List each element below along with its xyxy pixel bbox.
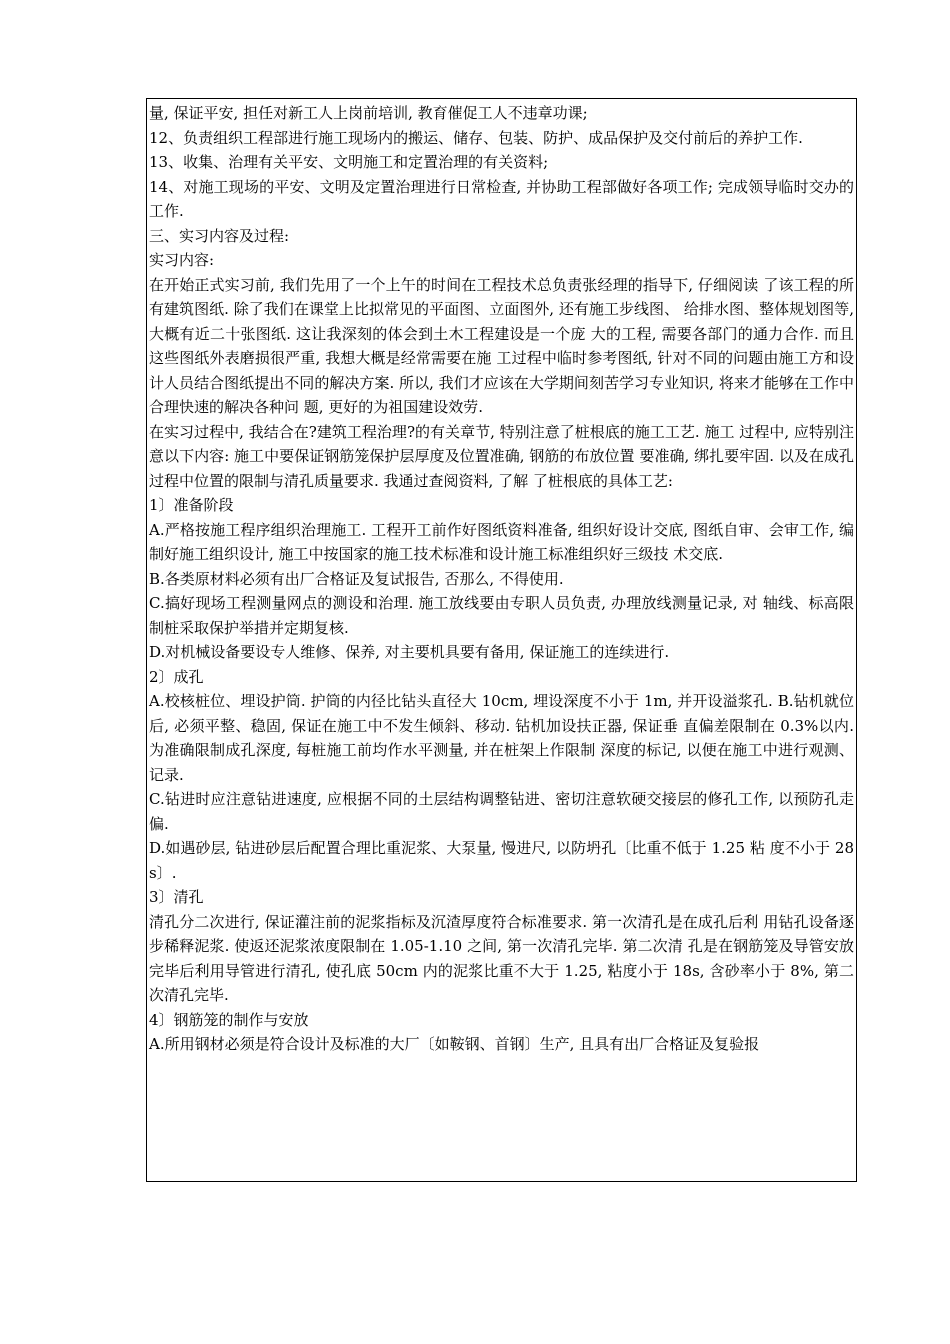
document-frame <box>146 98 857 1182</box>
paragraph: 14、对施工现场的平安、文明及定置治理进行日常检查, 并协助工程部做好各项工作; 完成领导临时交办的工作. <box>149 177 854 220</box>
step-heading: 4〕钢筋笼的制作与安放 <box>149 1010 309 1029</box>
document-body <box>149 101 854 1057</box>
paragraph: A.严格按施工程序组织治理施工. 工程开工前作好图纸资料准备, 组织好设计交底, 图纸自审、会审工作, 编制好施工组织设计, 施工中按国家的施工技术标准和设计施工标准组织好三级技 术交底. <box>149 520 854 563</box>
paragraph: D.对机械设备要设专人维修、保养, 对主要机具要有备用, 保证施工的连续进行. <box>149 643 670 661</box>
paragraph: 量, 保证平安, 担任对新工人上岗前培训, 教育催促工人不违章功课; <box>149 104 588 122</box>
section-heading: 三、实习内容及过程: <box>149 226 290 245</box>
paragraph: 清孔分二次进行, 保证灌注前的泥浆指标及沉渣厚度符合标准要求. 第一次清孔是在成孔后利 用钻孔设备逐步稀释泥浆. 使返还泥浆浓度限制在 1.05-1.10 之间, 第一次清孔完毕. 第二次清 孔是在钢筋笼及导管安放完毕后利用导管进行清孔, 使孔底 50cm 内的泥浆比重不大于 1.25, 粘度小于 18s, 含砂率小于 8%, 第二次清孔完毕. <box>149 912 854 1004</box>
paragraph: 在实习过程中, 我结合在?建筑工程治理?的有关章节, 特别注意了桩根底的施工工艺. 施工 过程中, 应特别注意以下内容: 施工中要保证钢筋笼保护层厚度及位置准确, 钢筋的布放位置 要准确, 绑扎要牢固. 以及在成孔过程中位置的限制与清孔质量要求. 我通过查阅资料, 了解 了桩根底的具体工艺: <box>149 422 854 490</box>
step-heading: 3〕清孔 <box>149 888 204 906</box>
step-heading: 2〕成孔 <box>149 667 204 686</box>
paragraph: 13、收集、治理有关平安、文明施工和定置治理的有关资料; <box>149 153 549 171</box>
paragraph: 12、负责组织工程部进行施工现场内的搬运、储存、包装、防护、成品保护及交付前后的养护工作. <box>149 128 803 147</box>
paragraph: 在开始正式实习前, 我们先用了一个上午的时间在工程技术总负责张经理的指导下, 仔细阅读 了该工程的所有建筑图纸. 除了我们在课堂上比拟常见的平面图、立面图外, 还有施工步线图、 给排水图、整体规划图等, 大概有近二十张图纸. 这让我深刻的体会到土木工程建设是一个庞 大的工程, 需要各部门的通力合作. 而且这些图纸外表磨损很严重, 我想大概是经常需要在施 工过程中临时参考图纸, 针对不同的问题由施工方和设计人员结合图纸提出不同的解决方案. 所以, 我们才应该在大学期间刻苦学习专业知识, 将来才能够在工作中合理快速的解决各种问 题, 更好的为祖国建设效劳. <box>149 275 854 416</box>
paragraph: A.所用钢材必须是符合设计及标准的大厂〔如鞍钢、首钢〕生产, 且具有出厂合格证及复验报 <box>149 1035 760 1053</box>
paragraph: C.搞好现场工程测量网点的测设和治理. 施工放线要由专职人员负责, 办理放线测量记录, 对 轴线、标高限制桩采取保护举措并定期复核. <box>149 594 854 637</box>
subsection-heading: 实习内容: <box>149 251 215 269</box>
paragraph: D.如遇砂层, 钻进砂层后配置合理比重泥浆、大泵量, 慢进尺, 以防坍孔〔比重不低于 1.25 粘 度不小于 28s〕. <box>149 839 854 882</box>
paragraph: B.各类原材料必须有出厂合格证及复试报告, 否那么, 不得使用. <box>149 569 564 588</box>
paragraph: C.钻进时应注意钻进速度, 应根据不同的土层结构调整钻进、密切注意软硬交接层的修孔工作, 以预防孔走偏. <box>149 790 854 833</box>
step-heading: 1〕准备阶段 <box>149 496 234 514</box>
paragraph: A.校核桩位、埋设护筒. 护筒的内径比钻头直径大 10cm, 埋设深度不小于 1m, 并开设溢浆孔. B.钻机就位后, 必须平整、稳固, 保证在施工中不发生倾斜、移动. 钻机加设扶正器, 保证垂 直偏差限制在 0.3%以内. 为准确限制成孔深度, 每桩施工前均作水平测量, 并在桩架上作限制 深度的标记, 以便在施工中进行观测、记录. <box>149 692 854 784</box>
